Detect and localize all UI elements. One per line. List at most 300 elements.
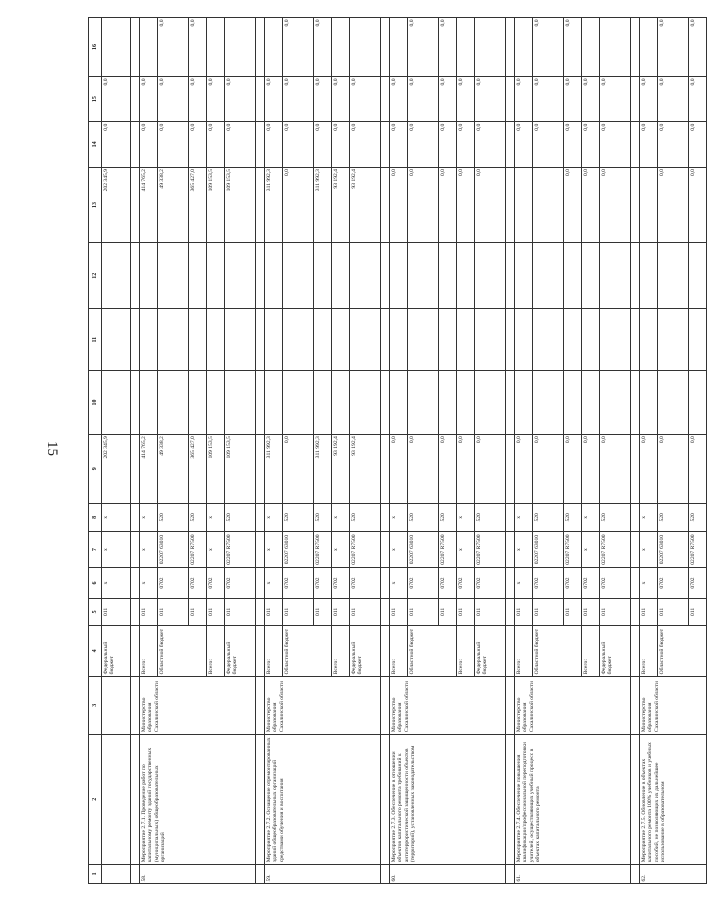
table-cell (515, 309, 533, 371)
table-cell: х (640, 503, 658, 531)
spacer-row (131, 18, 140, 884)
table-cell (564, 243, 582, 309)
table-cell: 0702 (457, 568, 475, 599)
table-cell: 0,0 (658, 18, 689, 77)
table-cell (506, 676, 515, 734)
table-cell: 0,0 (332, 76, 350, 121)
table-cell (131, 734, 140, 864)
table-cell: 202 345,9 (102, 434, 131, 503)
table-cell (631, 864, 640, 883)
table-cell: 011 (533, 598, 564, 625)
table-cell (332, 18, 350, 77)
funding-source: Всего: (640, 625, 658, 676)
table-row (102, 18, 131, 884)
table-cell: 0,0 (158, 18, 189, 77)
table-cell: 02207 R7500 (439, 532, 457, 568)
table-cell (131, 625, 140, 676)
table-cell: 02207 R7500 (350, 532, 381, 568)
table-cell (131, 503, 140, 531)
table-cell (439, 371, 457, 434)
table-cell (265, 243, 283, 309)
table-cell (515, 371, 533, 434)
table-cell: 0,0 (390, 434, 408, 503)
table-cell (140, 18, 158, 77)
table-cell (390, 243, 408, 309)
table-cell (381, 371, 390, 434)
table-cell: 520 (408, 503, 439, 531)
table-cell: 0,0 (582, 167, 600, 243)
col-header: 1 (89, 864, 102, 883)
executor: Министерство образования Сахалинской области (265, 676, 381, 734)
table-cell: 0,0 (158, 122, 189, 167)
table-row (515, 18, 533, 884)
table-cell (475, 309, 506, 371)
table-cell: 0,0 (439, 76, 457, 121)
table-cell: 02207 63010 (658, 532, 689, 568)
table-cell (457, 309, 475, 371)
table-cell (640, 167, 658, 243)
table-cell: 0,0 (475, 76, 506, 121)
table-cell: 0702 (533, 568, 564, 599)
table-cell (225, 18, 256, 77)
table-cell: х (140, 532, 158, 568)
table-cell (102, 864, 131, 883)
table-cell: 0,0 (564, 76, 582, 121)
table-cell: 0702 (189, 568, 207, 599)
table-cell: 520 (158, 503, 189, 531)
table-cell (131, 434, 140, 503)
col-header: 14 (89, 122, 102, 167)
table-cell (408, 243, 439, 309)
table-cell: 0702 (332, 568, 350, 599)
table-cell (564, 309, 582, 371)
funding-source: Федеральный бюджет (600, 625, 631, 676)
table-cell (131, 598, 140, 625)
table-cell (390, 18, 408, 77)
funding-source: Всего: (207, 625, 225, 676)
table-cell: 0,0 (140, 122, 158, 167)
table-cell (600, 18, 631, 77)
table-cell: 0,0 (390, 167, 408, 243)
table-cell: х (390, 503, 408, 531)
table-cell (631, 434, 640, 503)
table-cell: 0702 (207, 568, 225, 599)
table-cell: х (265, 568, 283, 599)
table-cell: 520 (225, 503, 256, 531)
table-cell: 311 992,3 (314, 167, 332, 243)
table-cell (256, 625, 265, 676)
table-cell (158, 371, 189, 434)
table-cell (283, 243, 314, 309)
funding-source: Всего: (140, 625, 158, 676)
table-cell (506, 371, 515, 434)
table-cell: 02207 R7500 (564, 532, 582, 568)
table-cell (658, 243, 689, 309)
table-cell: 02207 R7500 (314, 532, 332, 568)
table-cell: 011 (600, 598, 631, 625)
table-cell: 0,0 (439, 18, 457, 77)
col-header: 6 (89, 568, 102, 599)
table-cell: 0,0 (439, 434, 457, 503)
table-cell: 0,0 (564, 434, 582, 503)
table-cell (658, 371, 689, 434)
table-cell: 0,0 (564, 18, 582, 77)
table-cell (131, 864, 140, 883)
table-cell: 0,0 (314, 122, 332, 167)
table-cell (131, 18, 140, 77)
table-cell: 0,0 (533, 434, 564, 503)
table-cell: 0702 (350, 568, 381, 599)
table-cell (381, 734, 390, 864)
table-cell (225, 243, 256, 309)
table-cell (314, 371, 332, 434)
table-cell (131, 568, 140, 599)
table-cell: 0,0 (189, 18, 207, 77)
table-cell (475, 371, 506, 434)
table-cell: 0,0 (265, 76, 283, 121)
page-number: 15 (44, 441, 60, 456)
table-cell: 02207 R7500 (189, 532, 207, 568)
table-cell (381, 18, 390, 77)
table-cell (140, 309, 158, 371)
table-cell (506, 598, 515, 625)
table-cell (689, 243, 707, 309)
table-cell: 93 192,4 (350, 434, 381, 503)
table-cell: 011 (582, 598, 600, 625)
table-cell: 109 153,5 (207, 167, 225, 243)
table-cell: 0702 (658, 568, 689, 599)
table-cell (256, 598, 265, 625)
table-cell (600, 309, 631, 371)
table-cell: 109 153,5 (225, 434, 256, 503)
table-cell (689, 371, 707, 434)
table-cell: 0,0 (533, 122, 564, 167)
table-cell (506, 568, 515, 599)
table-cell: 520 (475, 503, 506, 531)
table-cell: 520 (283, 503, 314, 531)
table-cell: 011 (102, 598, 131, 625)
table-cell: 365 427,0 (189, 167, 207, 243)
row-number: 62. (640, 864, 707, 883)
table-cell: 0,0 (515, 434, 533, 503)
table-cell: 0702 (582, 568, 600, 599)
table-cell: 011 (457, 598, 475, 625)
table-cell: 93 192,4 (332, 434, 350, 503)
table-cell: 0,0 (390, 76, 408, 121)
table-cell: 0,0 (283, 167, 314, 243)
table-cell: х (207, 503, 225, 531)
table-cell (506, 243, 515, 309)
table-cell: 011 (158, 598, 189, 625)
funding-source: Областной бюджет (533, 625, 582, 676)
table-cell: 0,0 (283, 122, 314, 167)
table-cell: 0,0 (314, 18, 332, 77)
table-cell: 520 (533, 503, 564, 531)
table-cell (131, 76, 140, 121)
table-cell (102, 371, 131, 434)
table-cell: х (640, 532, 658, 568)
funding-source: Областной бюджет (283, 625, 332, 676)
table-cell: 0,0 (314, 76, 332, 121)
table-cell: 0,0 (515, 122, 533, 167)
table-cell (225, 309, 256, 371)
table-cell (256, 568, 265, 599)
table-row (390, 18, 408, 884)
table-cell (102, 18, 131, 77)
table-cell (640, 371, 658, 434)
table-cell: 0,0 (140, 76, 158, 121)
table-cell: х (207, 532, 225, 568)
table-cell (381, 864, 390, 883)
table-row (140, 18, 158, 884)
table-cell (350, 18, 381, 77)
table-cell: х (102, 532, 131, 568)
table-cell: 202 345,9 (102, 167, 131, 243)
table-cell: х (332, 503, 350, 531)
table-cell: 0,0 (515, 76, 533, 121)
table-cell: х (390, 532, 408, 568)
table-cell (102, 309, 131, 371)
table-cell: х (102, 568, 131, 599)
table-cell: 0702 (439, 568, 457, 599)
table-cell (314, 309, 332, 371)
funding-source: Всего: (582, 625, 600, 676)
table-cell: 0,0 (564, 122, 582, 167)
table-cell (408, 309, 439, 371)
table-cell (102, 676, 131, 734)
table-cell: 0,0 (457, 434, 475, 503)
table-cell (439, 243, 457, 309)
funding-source: Всего: (332, 625, 350, 676)
funding-source: Областной бюджет (158, 625, 207, 676)
table-cell (207, 243, 225, 309)
table-row (640, 18, 658, 884)
table-cell: 011 (314, 598, 332, 625)
col-header: 10 (89, 371, 102, 434)
funding-source: Всего: (265, 625, 283, 676)
table-cell (381, 122, 390, 167)
table-cell (381, 625, 390, 676)
table-cell: 0,0 (640, 122, 658, 167)
table-cell: 02207 63010 (283, 532, 314, 568)
table-cell: 520 (600, 503, 631, 531)
table-cell (283, 371, 314, 434)
table-cell (515, 243, 533, 309)
table-cell: 520 (564, 503, 582, 531)
spacer-row (631, 18, 640, 884)
table-cell: 365 427,0 (189, 434, 207, 503)
table-cell (207, 18, 225, 77)
table-cell: 0,0 (582, 76, 600, 121)
table-cell (350, 309, 381, 371)
spacer-row (381, 18, 390, 884)
funding-source: Областной бюджет (658, 625, 707, 676)
table-cell (381, 76, 390, 121)
table-cell: 011 (283, 598, 314, 625)
measure-title: Мероприятие 2.7.1. Проведение работ по капитальному ремонту зданий государственных (муниципальных) общеобразовательных организаций (140, 734, 256, 864)
table-cell: 0702 (475, 568, 506, 599)
table-cell (408, 371, 439, 434)
table-cell (506, 122, 515, 167)
table-cell (207, 371, 225, 434)
table-cell (381, 676, 390, 734)
table-cell (506, 309, 515, 371)
table-cell (256, 76, 265, 121)
table-cell (533, 167, 564, 243)
budget-table (88, 17, 707, 884)
table-cell: 0,0 (102, 76, 131, 121)
table-cell (140, 371, 158, 434)
table-cell: 02207 63010 (158, 532, 189, 568)
table-cell (256, 503, 265, 531)
table-body (102, 18, 707, 884)
col-header: 15 (89, 76, 102, 121)
table-cell: 011 (564, 598, 582, 625)
table-cell: 0,0 (408, 122, 439, 167)
table-cell: 0,0 (658, 122, 689, 167)
table-cell: 0,0 (475, 434, 506, 503)
table-cell: 011 (408, 598, 439, 625)
table-cell: 520 (689, 503, 707, 531)
table-cell (506, 503, 515, 531)
col-header: 3 (89, 676, 102, 734)
table-cell (390, 309, 408, 371)
funding-source: Всего: (457, 625, 475, 676)
table-cell (631, 625, 640, 676)
table-cell: 0702 (158, 568, 189, 599)
table-cell: 0,0 (102, 122, 131, 167)
table-cell: х (265, 503, 283, 531)
table-cell (332, 243, 350, 309)
table-cell: х (390, 568, 408, 599)
table-cell: 0,0 (332, 122, 350, 167)
row-number: 60. (390, 864, 506, 883)
table-cell (256, 167, 265, 243)
table-cell (640, 309, 658, 371)
table-cell: 0,0 (390, 122, 408, 167)
table-cell: х (515, 532, 533, 568)
table-cell (631, 243, 640, 309)
funding-source: Федеральный бюджет (225, 625, 256, 676)
table-cell: 0,0 (408, 434, 439, 503)
table-cell: 520 (658, 503, 689, 531)
table-cell: 0,0 (582, 434, 600, 503)
table-cell (102, 734, 131, 864)
table-cell: 0702 (283, 568, 314, 599)
table-cell (256, 243, 265, 309)
funding-source: Всего: (390, 625, 408, 676)
table-cell: 311 992,3 (314, 434, 332, 503)
table-cell: 0702 (564, 568, 582, 599)
table-cell: 011 (265, 598, 283, 625)
executor: Министерство образования Сахалинской области (390, 676, 506, 734)
table-cell: 0702 (225, 568, 256, 599)
table-cell: 02207 R7500 (689, 532, 707, 568)
table-cell (131, 122, 140, 167)
spacer-row (256, 18, 265, 884)
funding-source: Федеральный бюджет (350, 625, 381, 676)
table-cell (131, 309, 140, 371)
table-cell (332, 371, 350, 434)
table-cell: 109 153,5 (225, 167, 256, 243)
col-header: 13 (89, 167, 102, 243)
table-cell: 0,0 (600, 434, 631, 503)
table-cell: 011 (207, 598, 225, 625)
table-cell (265, 309, 283, 371)
table-cell (256, 18, 265, 77)
table-cell (390, 371, 408, 434)
table-cell: 0,0 (640, 434, 658, 503)
table-cell: 011 (640, 598, 658, 625)
table-cell (189, 371, 207, 434)
table-cell: 0,0 (439, 122, 457, 167)
table-cell (457, 18, 475, 77)
table-cell: х (640, 568, 658, 599)
table-cell: 0,0 (457, 122, 475, 167)
table-cell (381, 243, 390, 309)
table-cell (600, 371, 631, 434)
measure-title: Мероприятие 2.7.3. Обеспечение в отношении объектов капитального ремонта требований к антитеррористической защищенности объектов (территорий), установленных законодательством (390, 734, 506, 864)
table-cell: х (582, 532, 600, 568)
table-cell: 0,0 (283, 434, 314, 503)
table-cell: 011 (140, 598, 158, 625)
table-cell (631, 309, 640, 371)
table-cell: 0,0 (207, 76, 225, 121)
table-cell (631, 676, 640, 734)
table-cell: 520 (350, 503, 381, 531)
table-cell (265, 371, 283, 434)
table-cell: 0,0 (689, 18, 707, 77)
table-cell: 0,0 (658, 76, 689, 121)
table-cell (381, 568, 390, 599)
table-cell (381, 503, 390, 531)
table-cell (631, 122, 640, 167)
measure-title: Мероприятие 2.7.5. Обновление в объектах капитального ремонта 100% учебников и учебных пособий, не позволяющих их дальнейшее использование в образовательном (640, 734, 707, 864)
table-cell: х (332, 532, 350, 568)
table-cell (533, 309, 564, 371)
table-cell: 0,0 (600, 122, 631, 167)
table-cell: 520 (314, 503, 332, 531)
table-cell (533, 243, 564, 309)
table-cell: 011 (332, 598, 350, 625)
row-number: 61. (515, 864, 631, 883)
table-cell: х (457, 532, 475, 568)
table-cell (689, 309, 707, 371)
table-cell: 0,0 (658, 434, 689, 503)
table-cell (631, 167, 640, 243)
column-number-row (89, 18, 102, 884)
table-cell (131, 243, 140, 309)
table-cell: 02207 R7500 (475, 532, 506, 568)
table-cell: 0,0 (408, 18, 439, 77)
table-cell (631, 503, 640, 531)
table-cell (381, 532, 390, 568)
table-cell (131, 532, 140, 568)
col-header: 2 (89, 734, 102, 864)
table-cell: х (102, 503, 131, 531)
table-cell (256, 371, 265, 434)
table-cell: 0,0 (189, 76, 207, 121)
table-cell: 0,0 (207, 122, 225, 167)
measure-title: Мероприятие 2.7.2. Оснащение отремонтированных зданий общеобразовательных организаций средствами обучения и воспитания (265, 734, 381, 864)
table-cell (256, 734, 265, 864)
table-cell: 0,0 (265, 122, 283, 167)
col-header: 16 (89, 18, 102, 77)
table-cell (158, 243, 189, 309)
table-cell: 414 765,2 (140, 167, 158, 243)
col-header: 12 (89, 243, 102, 309)
col-header: 11 (89, 309, 102, 371)
